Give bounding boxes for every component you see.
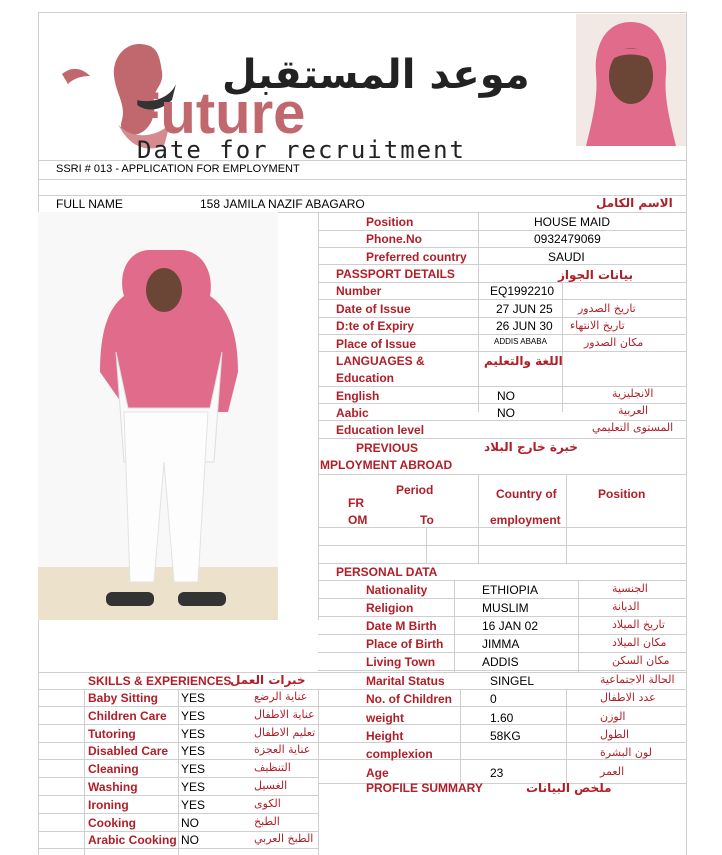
personal-value: ADDIS: [482, 655, 519, 669]
personal-value: 58KG: [490, 728, 521, 743]
personal-label: Place of Birth: [366, 637, 444, 651]
skill-label: Cleaning: [88, 762, 139, 777]
languages-title-ar: اللغة والتعليم: [484, 354, 563, 368]
personal-value: MUSLIM: [482, 601, 529, 615]
personal-ar: الديانة: [612, 600, 640, 613]
skill-value: NO: [181, 815, 199, 830]
phone-label: Phone.No: [366, 232, 422, 246]
portrait-illustration: [576, 14, 686, 146]
personal-ar: الحالة الاجتماعية: [600, 673, 675, 686]
skill-label: Ironing: [88, 797, 129, 812]
personal-label: No. of Children: [366, 692, 452, 707]
personal-ar: الجنسية: [612, 582, 648, 595]
personal-value: SINGEL: [490, 674, 535, 688]
logo-tagline: Date for recruitment: [137, 136, 466, 164]
personal-ar: تاريخ الميلاد: [612, 618, 665, 631]
issue-date-ar: تاريخ الصدور: [578, 302, 636, 315]
skill-value: YES: [181, 762, 206, 777]
skill-value: YES: [181, 797, 206, 812]
personal-value: 16 JAN 02: [482, 619, 539, 633]
skill-label: Baby Sitting: [88, 691, 159, 705]
personal-value: 23: [490, 765, 504, 780]
country-employment-2: employment: [490, 513, 561, 527]
arabic-value: NO: [497, 406, 515, 420]
education-ar: المستوى التعليمي: [592, 421, 674, 434]
personal-ar: مكان السكن: [612, 654, 670, 667]
skill-label: Disabled Care: [88, 744, 169, 759]
form-title: SSRI # 013 - APPLICATION FOR EMPLOYMENT: [56, 163, 300, 175]
logo-future-text: Future: [125, 81, 306, 146]
skill-ar: الطبخ العربي: [254, 832, 314, 846]
passport-title: PASSPORT DETAILS: [336, 267, 455, 281]
personal-ar: مكان الميلاد: [612, 636, 667, 649]
from-label-2: OM: [348, 513, 368, 527]
issue-date-label: Date of Issue: [336, 302, 411, 316]
arabic-ar: العربية: [618, 404, 649, 417]
phone-value: 0932479069: [534, 232, 601, 246]
skill-label: Washing: [88, 780, 138, 794]
skill-label: Children Care: [88, 708, 167, 723]
skill-value: YES: [181, 780, 206, 794]
skill-label: Cooking: [88, 815, 136, 830]
personal-label: Age: [366, 765, 389, 780]
to-label: To: [420, 513, 434, 527]
previous-title-ar: خبرة خارج البلاد: [484, 440, 578, 454]
issue-place-value: ADDIS ABABA: [494, 337, 547, 346]
personal-ar: عدد الاطفال: [600, 691, 656, 705]
passport-number-value: EQ1992210: [490, 284, 555, 298]
skills-title-ar: خبرات العمل: [230, 673, 306, 687]
personal-data-title: PERSONAL DATA: [336, 565, 438, 579]
personal-label: Height: [366, 728, 404, 743]
position-value: HOUSE MAID: [534, 215, 611, 229]
profile-summary-label: PROFILE SUMMARY: [366, 781, 483, 795]
full-name-ar: الاسم الكامل: [596, 196, 673, 210]
arabic-label: Aabic: [336, 406, 369, 420]
skill-value: YES: [181, 691, 206, 705]
skill-ar: تعليم الاطفال: [254, 725, 316, 739]
skill-ar: الطبخ: [254, 814, 280, 828]
passport-title-ar: بيانات الجواز: [558, 268, 633, 282]
personal-label: complexion: [366, 747, 433, 762]
languages-title-2: Education: [336, 371, 395, 385]
preferred-country-label: Preferred country: [366, 250, 467, 264]
personal-value: 1.60: [490, 710, 514, 725]
skill-value: YES: [181, 744, 206, 759]
right-border: [686, 12, 687, 855]
personal-ar: العمر: [600, 764, 625, 778]
preferred-country-value: SAUDI: [548, 250, 585, 264]
issue-place-ar: مكان الصدور: [584, 336, 644, 349]
personal-label: Nationality: [366, 583, 428, 597]
full-name-label: FULL NAME: [56, 197, 123, 211]
english-ar: الانجليزية: [612, 387, 654, 400]
personal-value: 0: [490, 692, 497, 707]
full-body-illustration: [38, 212, 278, 620]
personal-label: Religion: [366, 601, 414, 615]
expiry-date-ar: تاريخ الانتهاء: [570, 319, 625, 332]
period-label: Period: [396, 483, 434, 497]
previous-position-label: Position: [598, 487, 646, 501]
skill-ar: الكوى: [254, 796, 281, 810]
skill-ar: عناية الرضع: [254, 690, 308, 703]
country-employment-1: Country of: [496, 487, 557, 501]
english-value: NO: [497, 389, 515, 403]
personal-ar: لون البشرة: [600, 746, 652, 760]
personal-label: Living Town: [366, 655, 436, 669]
from-label-1: FR: [348, 496, 364, 510]
personal-label: Marital Status: [366, 674, 445, 688]
skill-label: Arabic Cooking: [88, 833, 177, 848]
skill-value: YES: [181, 708, 206, 723]
portrait-photo: [576, 14, 686, 146]
skill-ar: عناية الاطفال: [254, 707, 315, 721]
personal-label: weight: [366, 710, 404, 725]
education-label: Education level: [336, 423, 425, 437]
previous-title-2: MPLOYMENT ABROAD: [320, 458, 453, 472]
languages-title-1: LANGUAGES &: [336, 354, 425, 368]
full-name-value: 158 JAMILA NAZIF ABAGARO: [200, 197, 365, 211]
personal-ar: الطول: [600, 727, 630, 741]
previous-title-1: PREVIOUS: [356, 441, 419, 455]
top-border: [38, 12, 686, 13]
personal-value: ETHIOPIA: [482, 583, 539, 597]
expiry-date-label: D:te of Expiry: [336, 319, 415, 333]
skills-title: SKILLS & EXPERIENCES: [88, 674, 232, 688]
personal-label: Date M Birth: [366, 619, 437, 633]
issue-date-value: 27 JUN 25: [496, 302, 553, 316]
skill-value: NO: [181, 833, 199, 848]
issue-place-label: Place of Issue: [336, 337, 417, 351]
skill-ar: عناية العجزة: [254, 743, 311, 757]
passport-number-label: Number: [336, 284, 382, 298]
profile-summary-ar: ملخص البيانات: [526, 781, 612, 795]
personal-value: JIMMA: [482, 637, 520, 651]
skill-ar: الغسيل: [254, 779, 288, 792]
expiry-date-value: 26 JUN 30: [496, 319, 553, 333]
personal-ar: الوزن: [600, 709, 626, 723]
english-label: English: [336, 389, 380, 403]
full-body-photo: [38, 212, 278, 620]
logo-arabic-text: موعد المستقبل: [222, 52, 530, 98]
skill-value: YES: [181, 726, 206, 741]
skill-label: Tutoring: [88, 726, 136, 741]
position-label: Position: [366, 215, 414, 229]
skill-ar: التنظيف: [254, 761, 291, 775]
